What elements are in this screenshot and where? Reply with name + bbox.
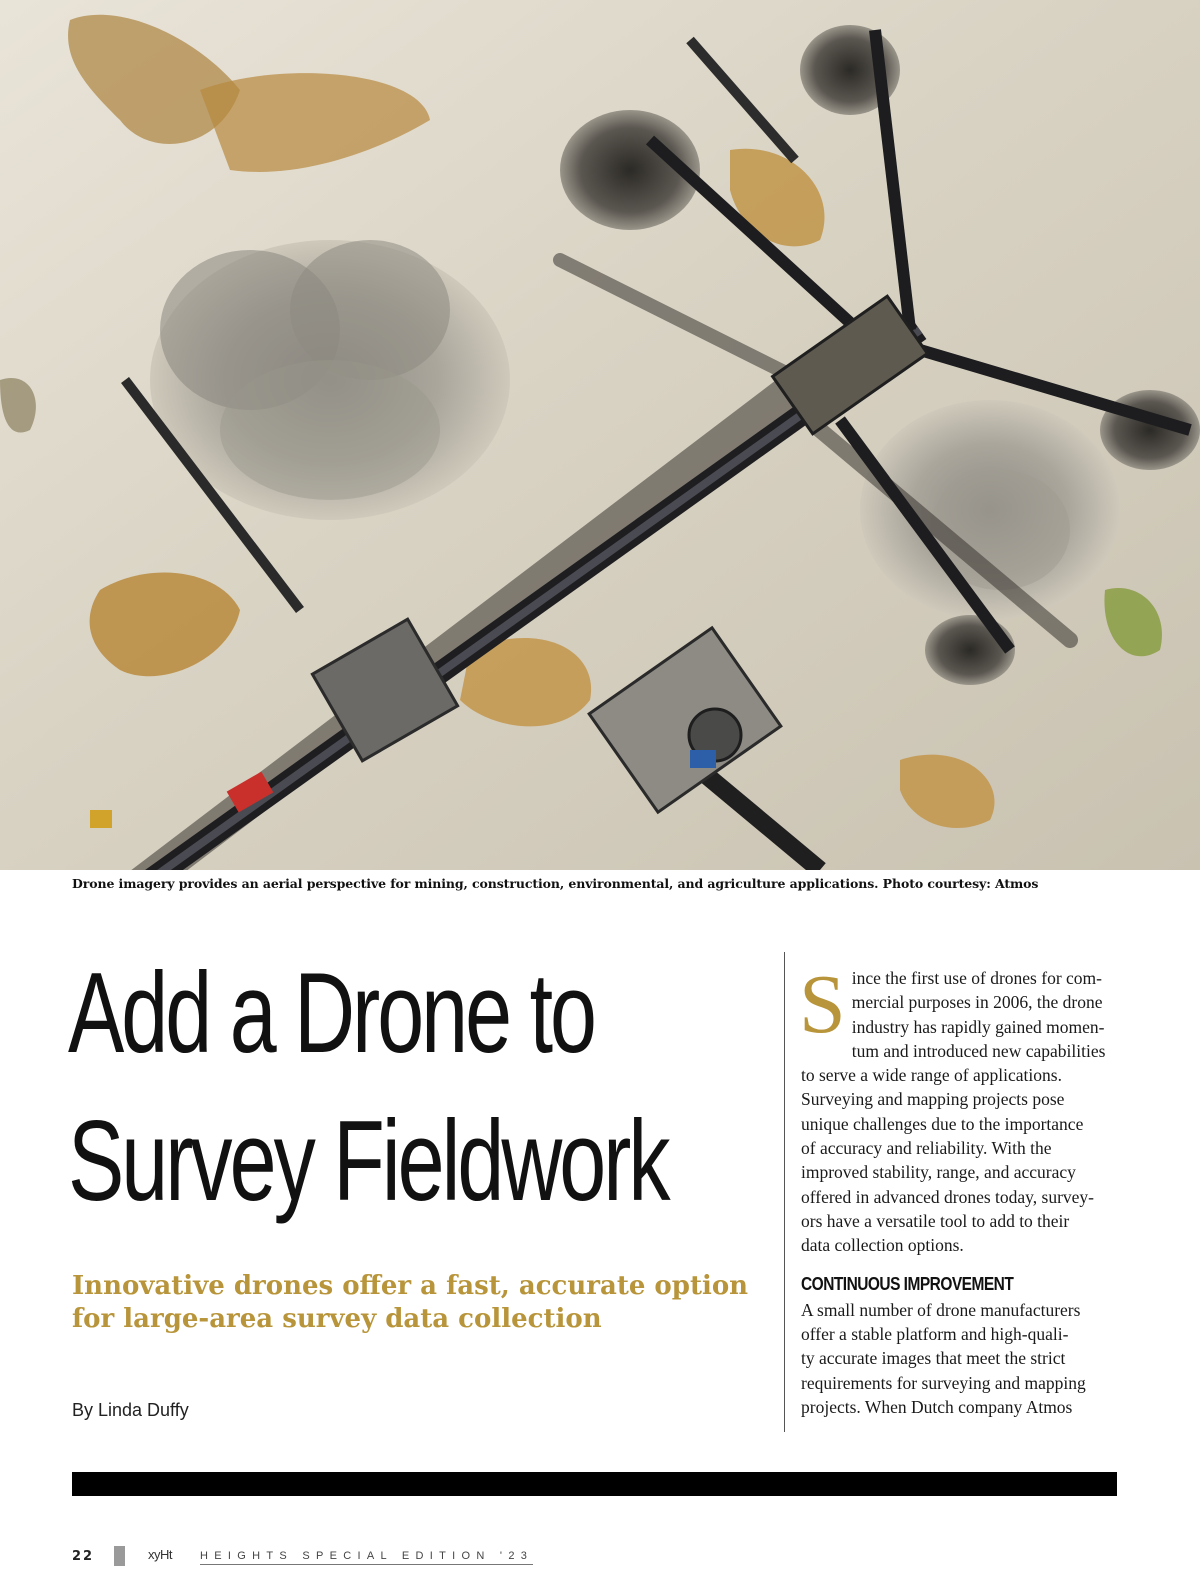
body-line: of accuracy and reliability. With the xyxy=(801,1138,1052,1159)
magazine-logo: xyHt xyxy=(148,1547,172,1562)
body-line: ors have a versatile tool to add to their xyxy=(801,1210,1070,1231)
body-line: data collection options. xyxy=(801,1235,964,1256)
intro-line: mercial purposes in 2006, the drone xyxy=(851,992,1103,1013)
body-line: Surveying and mapping projects pose xyxy=(801,1089,1065,1110)
body-column xyxy=(799,958,1121,1419)
headline xyxy=(68,940,668,1236)
section-line: requirements for surveying and mapping xyxy=(801,1372,1086,1393)
page-footer xyxy=(72,1546,572,1568)
section-subhead: CONTINUOUS IMPROVEMENT xyxy=(801,1273,1014,1294)
footer-black-bar xyxy=(72,1472,1117,1496)
section-line: projects. When Dutch company Atmos xyxy=(801,1397,1073,1418)
footer-separator-block xyxy=(114,1546,125,1566)
section-line: A small number of drone manufacturers xyxy=(801,1299,1081,1320)
headline-line-1: Add a Drone to xyxy=(68,950,595,1077)
intro-line: ince the first use of drones for com- xyxy=(851,968,1102,988)
edition-label: HEIGHTS SPECIAL EDITION '23 xyxy=(200,1550,533,1565)
deck xyxy=(72,1270,772,1336)
body-line: unique challenges due to the importance xyxy=(801,1113,1084,1134)
section-line: ty accurate images that meet the strict xyxy=(801,1348,1066,1369)
intro-line: tum and introduced new capabilities xyxy=(851,1040,1106,1061)
deck-line-1: Innovative drones offer a fast, accurate option xyxy=(72,1271,749,1301)
headline-line-2: Survey Fieldwork xyxy=(68,1098,668,1225)
section-line: offer a stable platform and high-quali- xyxy=(801,1324,1069,1345)
column-divider xyxy=(784,952,785,1432)
body-line: to serve a wide range of applications. xyxy=(801,1065,1062,1086)
intro-line: industry has rapidly gained momen- xyxy=(851,1016,1105,1037)
photo-caption: Drone imagery provides an aerial perspective for mining, construction, environmental, and agriculture applications. Photo courtesy: Atmos xyxy=(72,876,1039,891)
body-line: improved stability, range, and accuracy xyxy=(801,1162,1076,1183)
deck-line-2: for large-area survey data collection xyxy=(72,1304,602,1334)
drop-cap: S xyxy=(799,958,846,1051)
body-line: offered in advanced drones today, survey- xyxy=(801,1186,1095,1207)
byline: By Linda Duffy xyxy=(72,1400,189,1420)
page-number: 22 xyxy=(72,1549,95,1564)
